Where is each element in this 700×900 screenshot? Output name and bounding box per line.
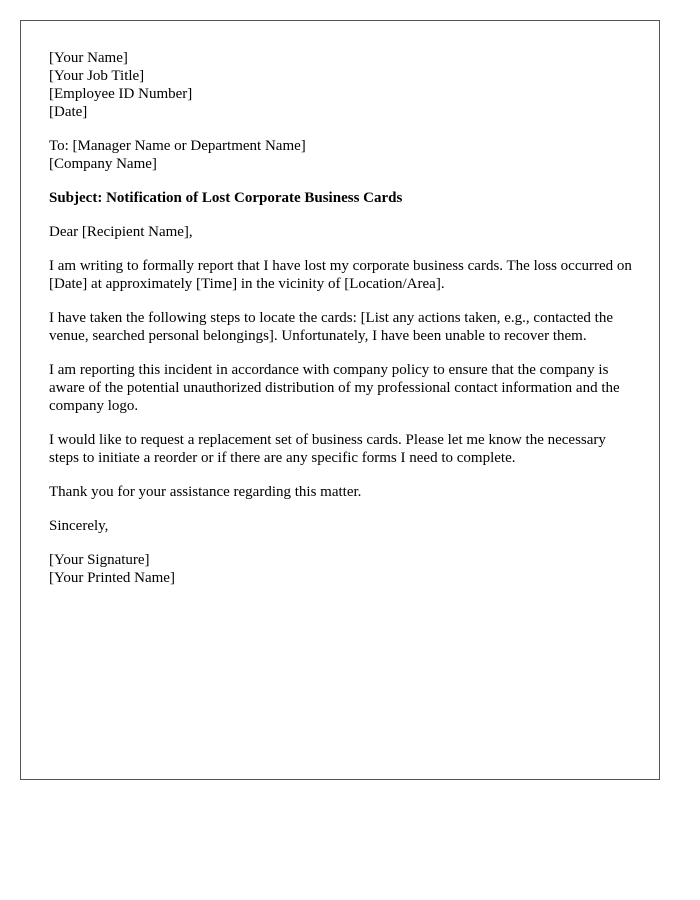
printed-name: [Your Printed Name] — [49, 570, 175, 586]
sender-job-title: [Your Job Title] — [49, 68, 145, 84]
letter-page — [20, 20, 660, 780]
paragraph-thanks: Thank you for your assistance regarding this matter. — [49, 484, 362, 500]
letter-date: [Date] — [49, 104, 88, 120]
paragraph-replacement-request: I would like to request a replacement set of business cards. Please let me know the necessary steps to initiate a reorder or if there are any specific forms I need to complete. — [49, 432, 606, 466]
signature-block — [49, 551, 639, 587]
sender-employee-id: [Employee ID Number] — [49, 86, 193, 102]
letter-body — [49, 49, 639, 603]
recipient-to: To: [Manager Name or Department Name] — [49, 138, 306, 154]
paragraph-policy: I am reporting this incident in accordance with company policy to ensure that the company is aware of the potential unauthorized distribution of my professional contact information and the company logo. — [49, 362, 620, 414]
recipient-block — [49, 137, 639, 173]
sender-name: [Your Name] — [49, 50, 128, 66]
closing: Sincerely, — [49, 518, 109, 534]
salutation: Dear [Recipient Name], — [49, 224, 193, 240]
signature-line: [Your Signature] — [49, 552, 150, 568]
paragraph-loss-report: I am writing to formally report that I have lost my corporate business cards. The loss occurred on [Date] at approximately [Time] in the vicinity of [Location/Area]. — [49, 258, 632, 292]
sender-block — [49, 49, 639, 121]
recipient-company: [Company Name] — [49, 156, 157, 172]
letter-subject: Subject: Notification of Lost Corporate Business Cards — [49, 190, 403, 206]
paragraph-recovery-steps: I have taken the following steps to locate the cards: [List any actions taken, e.g., contacted the venue, searched personal belongings]. Unfortunately, I have been unable to recover them. — [49, 310, 613, 344]
